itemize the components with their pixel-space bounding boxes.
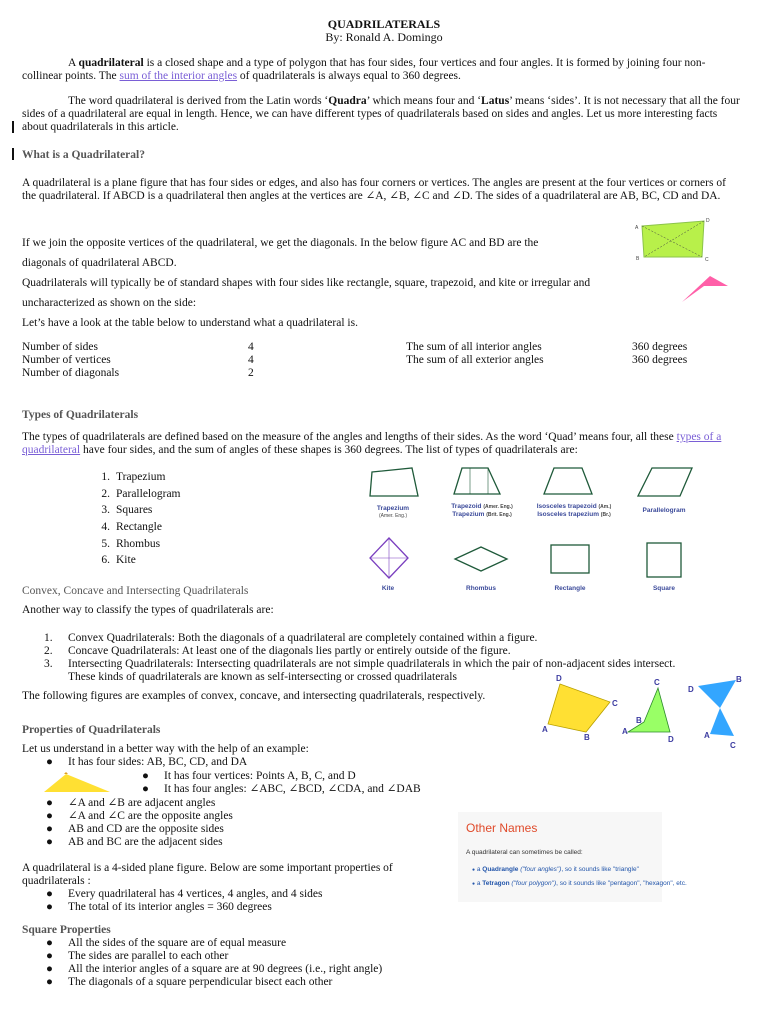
parallelogram-label: Parallelogram bbox=[642, 507, 686, 514]
list-number: 3. bbox=[44, 658, 53, 670]
trapezium-sub-label: (Amer. Eng.) bbox=[378, 513, 408, 519]
what-is-paragraph: A quadrilateral is a plane figure that has four sides or edges, and also has four corners or vertices. The angles are present at the four vertices or corners of the quadrilateral. If ABCD is a quadrilateral then angles at the vertices are ∠A, ∠B, ∠C and ∠D. The sides of a quadrilateral are AB, BC, CD and DA. bbox=[22, 177, 726, 202]
text-cursor bbox=[12, 148, 14, 160]
intro-text: The word quadrilateral is derived from the Latin words ‘ bbox=[68, 95, 329, 107]
list-text: Concave Quadrilaterals: At least one of the diagonals lies partly or entirely outside of the figure. bbox=[68, 645, 511, 657]
square-properties-heading: Square Properties bbox=[22, 924, 111, 936]
trapezium-brit-label: Trapezium bbox=[452, 511, 485, 518]
item-text: , so it sounds like "pentagon", "hexagon", etc. bbox=[556, 880, 687, 887]
classify-intro: Another way to classify the types of quadrilaterals are: bbox=[22, 604, 274, 616]
list-number: 6. bbox=[101, 554, 110, 567]
intersecting-bottom bbox=[710, 708, 734, 736]
bullet-text: The diagonals of a square perpendicular bisect each other bbox=[68, 976, 333, 988]
trapezoid-sub-label: (Amer. Eng.) bbox=[483, 504, 513, 510]
trapezoid-shape bbox=[448, 464, 508, 500]
bullet-text: ∠A and ∠B are adjacent angles bbox=[68, 797, 216, 809]
convex-shape bbox=[548, 684, 610, 732]
sum-interior-angles-link[interactable]: sum of the interior angles bbox=[119, 70, 238, 82]
bullet-dot: ● bbox=[142, 770, 149, 782]
latin-word-latus: Latus bbox=[481, 95, 510, 107]
trapezoid-label-row2 bbox=[442, 508, 522, 522]
vertex-label-b: B bbox=[736, 675, 742, 684]
list-item bbox=[22, 645, 742, 658]
vertex-label-c: C bbox=[612, 699, 618, 708]
rectangle-shape bbox=[548, 542, 592, 576]
list-number: 2. bbox=[101, 487, 110, 500]
list-number: 4. bbox=[101, 521, 110, 534]
quadrilateral-stats-right bbox=[406, 341, 687, 367]
kite-label: Kite bbox=[381, 585, 395, 592]
types-text: The types of quadrilaterals are defined based on the measure of the angles and lengths of their sides. As the word ‘Quad’ means four, all these bbox=[22, 431, 677, 443]
document-title: QUADRILATERALS bbox=[327, 17, 441, 31]
square-bullets bbox=[46, 937, 466, 989]
list-item bbox=[22, 658, 742, 671]
latin-word-quadra: Quadra bbox=[328, 95, 367, 107]
types-of-quadrilateral-link[interactable]: types of a quadrilateral bbox=[22, 431, 722, 456]
vertex-label-d: D bbox=[668, 735, 674, 744]
bullet-text: It has four vertices: Points A, B, C, and D bbox=[164, 770, 356, 782]
stat-label: Number of sides bbox=[22, 341, 99, 353]
bullet-dot: ● bbox=[142, 783, 149, 795]
text-cursor bbox=[12, 121, 14, 133]
bullet-dot: ● bbox=[46, 963, 53, 975]
list-text: Convex Quadrilaterals: Both the diagonals of a quadrilateral are completely contained within a figure. bbox=[68, 632, 538, 644]
vertex-label-d: D bbox=[556, 674, 562, 683]
trapezoid-label: Trapezoid bbox=[451, 503, 482, 510]
bullet-dot: ● bbox=[46, 810, 53, 822]
stat-label: Number of diagonals bbox=[22, 367, 120, 379]
item-paren: ("four angles") bbox=[518, 866, 562, 873]
convex-concave-intersecting-figure bbox=[540, 672, 750, 752]
bullet-text: The sides are parallel to each other bbox=[68, 950, 229, 962]
bullet-dot: ● bbox=[46, 836, 53, 848]
square-shape bbox=[644, 540, 684, 580]
bullet-text: AB and BC are the adjacent sides bbox=[68, 836, 223, 848]
bullet-item bbox=[46, 937, 466, 950]
intro-bold-term: quadrilateral bbox=[78, 57, 144, 69]
vertex-label-a: A bbox=[542, 725, 548, 734]
bullet-item bbox=[46, 901, 446, 914]
bullet-dot: ● bbox=[46, 756, 53, 768]
bullet-item bbox=[46, 963, 466, 976]
bullet-dot: ● bbox=[46, 901, 53, 913]
stat-label: Number of vertices bbox=[22, 354, 111, 366]
bullet-text: The total of its interior angles = 360 degrees bbox=[68, 901, 272, 913]
intro-text: A bbox=[68, 57, 79, 69]
isosceles-trapezoid-sub-label: (Am.) bbox=[598, 504, 612, 510]
stats-row bbox=[406, 341, 687, 354]
types-heading: Types of Quadrilaterals bbox=[22, 409, 139, 421]
list-text: These kinds of quadrilaterals are known as self-intersecting or crossed quadrilaterals bbox=[68, 671, 457, 683]
vertex-label-b: B bbox=[636, 256, 640, 262]
bullet-item bbox=[46, 950, 466, 963]
list-item bbox=[90, 554, 270, 571]
list-text: Parallelogram bbox=[116, 487, 181, 500]
bullet-text: ∠A and ∠C are the opposite angles bbox=[68, 810, 233, 822]
properties-bullets bbox=[46, 888, 446, 914]
square-outline bbox=[647, 543, 681, 577]
bullet-item bbox=[46, 823, 406, 836]
vertex-label-c: C bbox=[705, 257, 709, 263]
list-text: Trapezium bbox=[116, 471, 166, 483]
list-number: 2. bbox=[44, 645, 53, 657]
other-names-box bbox=[458, 812, 687, 902]
vertex-label-c: C bbox=[730, 741, 736, 750]
list-number: 1. bbox=[101, 471, 110, 483]
document-byline: By: Ronald A. Domingo bbox=[325, 30, 443, 44]
vertex-label-d: D bbox=[706, 218, 710, 224]
bullet-item bbox=[46, 836, 406, 849]
bullet-dot: ● bbox=[472, 881, 476, 887]
rhombus-shape bbox=[452, 544, 510, 574]
tetragon-term: Tetragon bbox=[482, 880, 510, 887]
parallelogram-shape bbox=[634, 464, 696, 500]
rhombus-outline bbox=[455, 547, 507, 571]
intro-paragraph-1 bbox=[22, 57, 740, 83]
list-item bbox=[90, 538, 270, 555]
list-item bbox=[22, 632, 742, 645]
types-text: have four sides, and the sum of angles of these shapes is 360 degrees. The list of types of quadrilaterals are: bbox=[80, 444, 578, 456]
bullet-text: It has four sides: AB, BC, CD, and DA bbox=[68, 756, 248, 768]
bullet-dot: ● bbox=[46, 823, 53, 835]
list-number: 3. bbox=[101, 504, 110, 517]
other-names-intro: A quadrilateral can sometimes be called: bbox=[466, 849, 583, 856]
trapezium-outline bbox=[370, 468, 418, 496]
bullet-text: AB and CD are the opposite sides bbox=[68, 823, 224, 835]
vertex-label-a: A bbox=[622, 727, 628, 736]
item-text: , so it sounds like "triangle" bbox=[561, 866, 639, 873]
intro-text: ’ means ‘sides’. It is not necessary that all the four sides of a quadrilateral are equal in length. Hence, we can have different types of quadrilaterals based on sides and angles. Let us more interesting facts about quadrilaterals in this article. bbox=[22, 95, 740, 133]
diagonals-line-2: diagonals of quadrilateral ABCD. bbox=[22, 257, 177, 269]
list-text: Squares bbox=[116, 504, 153, 517]
trapezoid-outline bbox=[454, 468, 500, 494]
irregular-quadrilateral-figure bbox=[676, 270, 732, 306]
trapezium-label: Trapezium bbox=[376, 505, 410, 512]
triangle-shape bbox=[44, 774, 110, 792]
isosceles-label-row2 bbox=[526, 508, 622, 522]
types-paragraph bbox=[22, 431, 740, 457]
kite-shape bbox=[366, 536, 412, 580]
item-text: a bbox=[476, 866, 483, 873]
quadrangle-term: Quadrangle bbox=[482, 866, 519, 873]
list-item bbox=[90, 504, 270, 521]
list-number: 1. bbox=[44, 632, 53, 644]
bullet-text: Every quadrilateral has 4 vertices, 4 angles, and 4 sides bbox=[68, 888, 323, 900]
rectangle-label: Rectangle bbox=[554, 585, 586, 592]
list-number: 5. bbox=[101, 537, 110, 550]
types-list bbox=[90, 471, 270, 571]
bullet-dot: ● bbox=[46, 950, 53, 962]
stats-row bbox=[22, 341, 254, 354]
yellow-triangle-fragment bbox=[40, 770, 112, 794]
isosceles-trapezoid-shape bbox=[540, 464, 596, 500]
list-text: Intersecting Quadrilaterals: Intersecting quadrilaterals are not simple quadrilaterals in which the pair of non-adjacent sides intersect. bbox=[68, 658, 676, 670]
shapes-line-1: Quadrilaterals will typically be of standard shapes with four sides like rectangle, square, trapezoid, and kite or irregular and bbox=[22, 277, 591, 289]
trapezium-shape bbox=[366, 464, 422, 500]
vertex-label-a: A bbox=[635, 225, 639, 231]
properties-paragraph: A quadrilateral is a 4-sided plane figure. Below are some important properties of quadrilaterals : bbox=[22, 862, 393, 887]
list-item bbox=[90, 471, 270, 488]
abcd-diagonals-figure bbox=[632, 214, 714, 264]
intersecting-top bbox=[698, 680, 736, 708]
square-label: Square bbox=[652, 585, 676, 592]
other-names-item bbox=[472, 863, 639, 877]
list-item bbox=[90, 488, 270, 505]
table-intro: Let’s have a look at the table below to understand what a quadrilateral is. bbox=[22, 317, 358, 329]
parallelogram-outline bbox=[638, 468, 692, 496]
properties-heading: Properties of Quadrilaterals bbox=[22, 724, 161, 736]
quadrilateral-stats-left bbox=[22, 341, 254, 380]
bullet-dot: ● bbox=[46, 976, 53, 988]
example-intro: Let us understand in a better way with the help of an example: bbox=[22, 743, 309, 755]
isosceles-trapezium-sub-label: (Br.) bbox=[600, 512, 611, 518]
bullet-text: It has four angles: ∠ABC, ∠BCD, ∠CDA, and ∠DAB bbox=[164, 783, 421, 795]
concave-shape bbox=[628, 688, 670, 732]
convex-concave-heading: Convex, Concave and Intersecting Quadrilaterals bbox=[22, 585, 249, 597]
intro-text: ’ which means four and ‘ bbox=[366, 95, 482, 107]
item-text: a bbox=[476, 880, 483, 887]
trapezium-brit-sub-label: (Brit. Eng.) bbox=[486, 512, 512, 518]
isosceles-trapezoid-label: Isosceles trapezoid bbox=[536, 503, 597, 510]
other-names-item bbox=[472, 877, 687, 891]
vertex-label-c: C bbox=[654, 678, 660, 687]
bullet-text: All the sides of the square are of equal measure bbox=[68, 937, 287, 949]
figures-line: The following figures are examples of convex, concave, and intersecting quadrilaterals, respectively. bbox=[22, 690, 486, 702]
pink-concave-shape bbox=[682, 276, 728, 302]
stat-value: 360 degrees bbox=[632, 341, 688, 353]
bullet-item bbox=[46, 797, 406, 810]
stat-value: 4 bbox=[248, 354, 254, 366]
stat-label: The sum of all interior angles bbox=[406, 341, 542, 353]
intro-paragraph-2 bbox=[22, 95, 740, 134]
bullet-dot: ● bbox=[46, 797, 53, 809]
other-names-title: Other Names bbox=[466, 821, 538, 835]
shapes-line-2: uncharacterized as shown on the side: bbox=[22, 297, 197, 309]
rectangle-outline bbox=[551, 545, 589, 573]
vertex-label-b: B bbox=[584, 733, 590, 742]
stat-value: 4 bbox=[248, 341, 254, 353]
isosceles-outline bbox=[544, 468, 592, 494]
triangle-tip bbox=[64, 772, 68, 774]
item-paren: ("four polygon") bbox=[509, 880, 557, 887]
bullet-dot: ● bbox=[472, 867, 476, 873]
bullet-dot: ● bbox=[46, 888, 53, 900]
list-text: Rectangle bbox=[116, 521, 162, 534]
stat-value: 2 bbox=[248, 367, 254, 379]
list-text: Kite bbox=[116, 554, 136, 567]
types-figure-grid bbox=[358, 458, 698, 594]
bullet-text: All the interior angles of a square are at 90 degrees (i.e., right angle) bbox=[68, 963, 383, 975]
diagonals-line-1: If we join the opposite vertices of the quadrilateral, we get the diagonals. In the below figure AC and BD are the bbox=[22, 237, 539, 249]
stats-row bbox=[406, 354, 687, 367]
vertex-label-d: D bbox=[688, 685, 694, 694]
rhombus-label: Rhombus bbox=[466, 585, 496, 592]
isosceles-trapezium-label: Isosceles trapezium bbox=[537, 511, 599, 518]
list-item bbox=[90, 521, 270, 538]
vertex-label-b: B bbox=[636, 716, 642, 725]
stat-value: 360 degrees bbox=[632, 354, 688, 366]
angle-bullets bbox=[46, 797, 406, 849]
vertex-label-a: A bbox=[704, 731, 710, 740]
bullet-item bbox=[46, 810, 406, 823]
stats-row bbox=[22, 367, 254, 380]
bullet-dot: ● bbox=[46, 937, 53, 949]
what-is-heading: What is a Quadrilateral? bbox=[22, 149, 145, 161]
intro-text: of quadrilaterals is always equal to 360 degrees. bbox=[237, 70, 461, 82]
bullet-item bbox=[46, 888, 446, 901]
stat-label: The sum of all exterior angles bbox=[406, 354, 544, 366]
bullet-item bbox=[46, 976, 466, 989]
intro-text: is a closed shape and a type of polygon that has four sides, four vertices and four angles. It is formed by joining four non-collinear points. The bbox=[22, 57, 706, 82]
list-text: Rhombus bbox=[116, 537, 161, 550]
stats-row bbox=[22, 354, 254, 367]
